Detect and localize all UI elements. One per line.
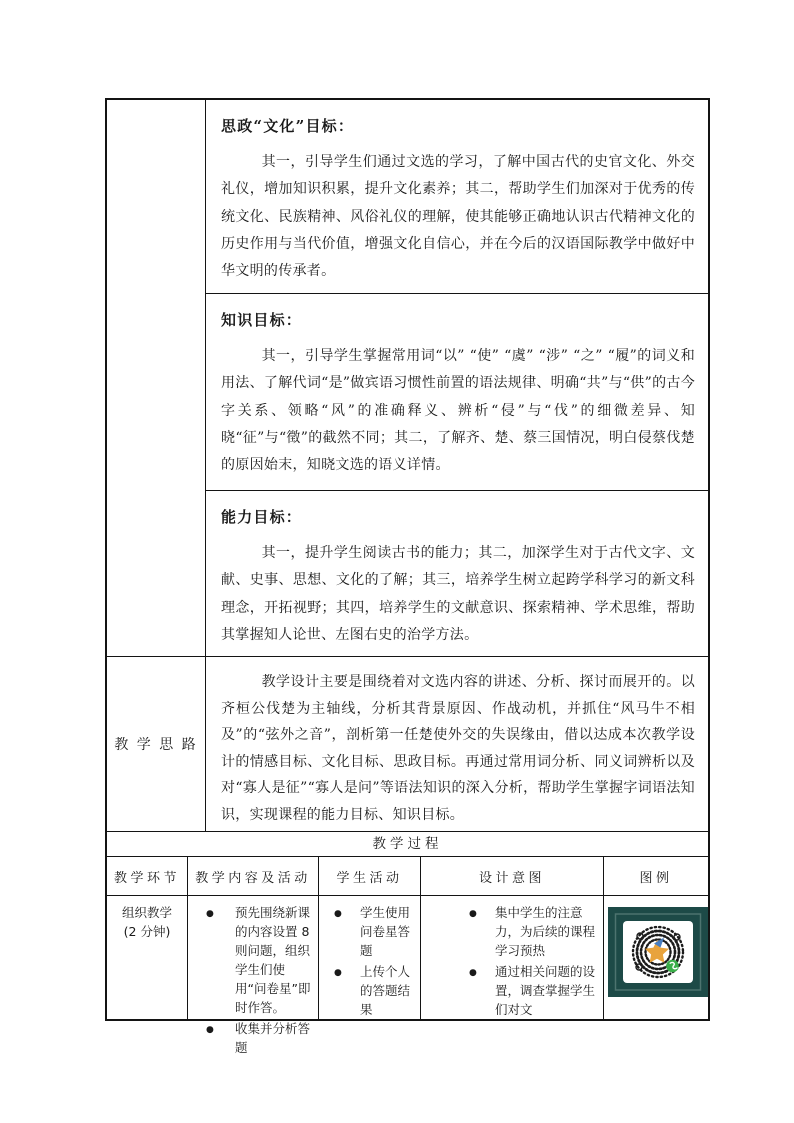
process-body-row — [107, 895, 708, 1055]
goal-cell-culture — [206, 100, 708, 293]
content-list — [206, 903, 314, 1057]
goal-title-knowledge: 知识目标： — [221, 311, 303, 329]
goals-section — [107, 100, 708, 656]
goal-body-ability: 其一，提升学生阅读古书的能力；其二，加深学生对于古代文字、文献、史事、思想、文化的了解；其三，培养学生树立起跨学科学习的新文科理念，开拓视野；其四，培养学生的文献意识、探索精神、学术思维，帮助其掌握知人论世、左图右史的治学方法。 — [221, 545, 695, 643]
goal-cell-knowledge — [206, 293, 708, 490]
header-cell-intent: 设计意图 — [420, 857, 603, 895]
stage-name: 组织教学 — [121, 905, 172, 920]
header-cell-student: 学生活动 — [318, 857, 420, 895]
approach-row — [107, 656, 708, 831]
goals-column — [206, 100, 708, 656]
design-intent-list — [469, 903, 597, 1019]
goal-cell-ability — [206, 490, 708, 656]
goal-body-knowledge: 其一，引导学生掌握常用词“以” “使” “虞” “涉” “之” “履”的词义和用法、了解代词“是”做宾语习惯性前置的语法规律、明确“共”与“供”的古今字关系、领略“风”的准确释义、辨析“侵”与“伐”的细微差异、知晓“征”与“徵”的截然不同；其二，了解齐、楚、蔡三国情况，明白侵蔡伐楚的原因始末，知晓文选的语义详情。 — [221, 348, 695, 474]
approach-body-cell — [206, 657, 708, 831]
header-cell-stage: 教学环节 — [113, 870, 180, 886]
list-item: ● 上传个人的答题结果 — [334, 962, 418, 1019]
legend-cell — [603, 896, 708, 1019]
stage-cell — [107, 896, 187, 1019]
list-item: ● 学生使用问卷星答题 — [334, 903, 418, 960]
approach-body-text: 教学设计主要是围绕着对文选内容的讲述、分析、探讨而展开的。以齐桓公伐楚为主轴线，分析其背景原因、作战动机，并抓住“风马牛不相及”的“弦外之音”，剖析第一任楚使外交的失误缘由，借以达成本次教学设计的情感目标、文化目标、思政目标。再通过常用词分析、同义词辨析以及对“寡人是征”“寡人是问”等语法知识的深入分析，帮助学生掌握字词语法知识，实现课程的能力目标、知识目标。 — [221, 674, 695, 823]
content-cell — [187, 896, 318, 1055]
list-item: ● 预先围绕新课的内容设置 8 则问题，组织学生们使用“问卷星”即时作答。 — [206, 903, 314, 1017]
list-item: ● 收集并分析答题 — [206, 1019, 314, 1057]
goal-body-culture: 其一，引导学生们通过文选的学习，了解中国古代的史官文化、外交礼仪，增加知识积累，提升文化素养；其二，帮助学生们加深对于优秀的传统文化、民族精神、风俗礼仪的理解，使其能够正确地认识古代精神文化的历史作用与当代价值，增强文化自信心，并在今后的汉语国际教学中做好中华文明的传承者。 — [221, 154, 695, 280]
student-activity-list — [334, 903, 418, 1019]
process-header-row — [107, 856, 708, 895]
stage-time: (2 分钟) — [123, 924, 171, 939]
list-item: ● 通过相关问题的设置，调查掌握学生们对文 — [469, 962, 597, 1019]
list-item: ● 集中学生的注意力，为后续的课程学习预热 — [469, 903, 597, 960]
wechat-s-icon — [666, 960, 679, 973]
header-cell-content: 教学内容及活动 — [187, 857, 318, 895]
design-intent-cell — [420, 896, 603, 1019]
teaching-plan-table — [105, 98, 710, 1055]
header-cell-legend: 图例 — [603, 857, 708, 895]
goal-title-culture: 思政“文化”目标： — [221, 117, 355, 135]
approach-label: 教 学 思 路 — [107, 657, 206, 831]
student-activity-cell — [318, 896, 420, 1019]
process-title: 教学过程 — [107, 831, 708, 856]
qr-code-image — [608, 907, 708, 997]
merged-empty-cell — [107, 100, 206, 656]
goal-title-ability: 能力目标： — [221, 508, 303, 526]
